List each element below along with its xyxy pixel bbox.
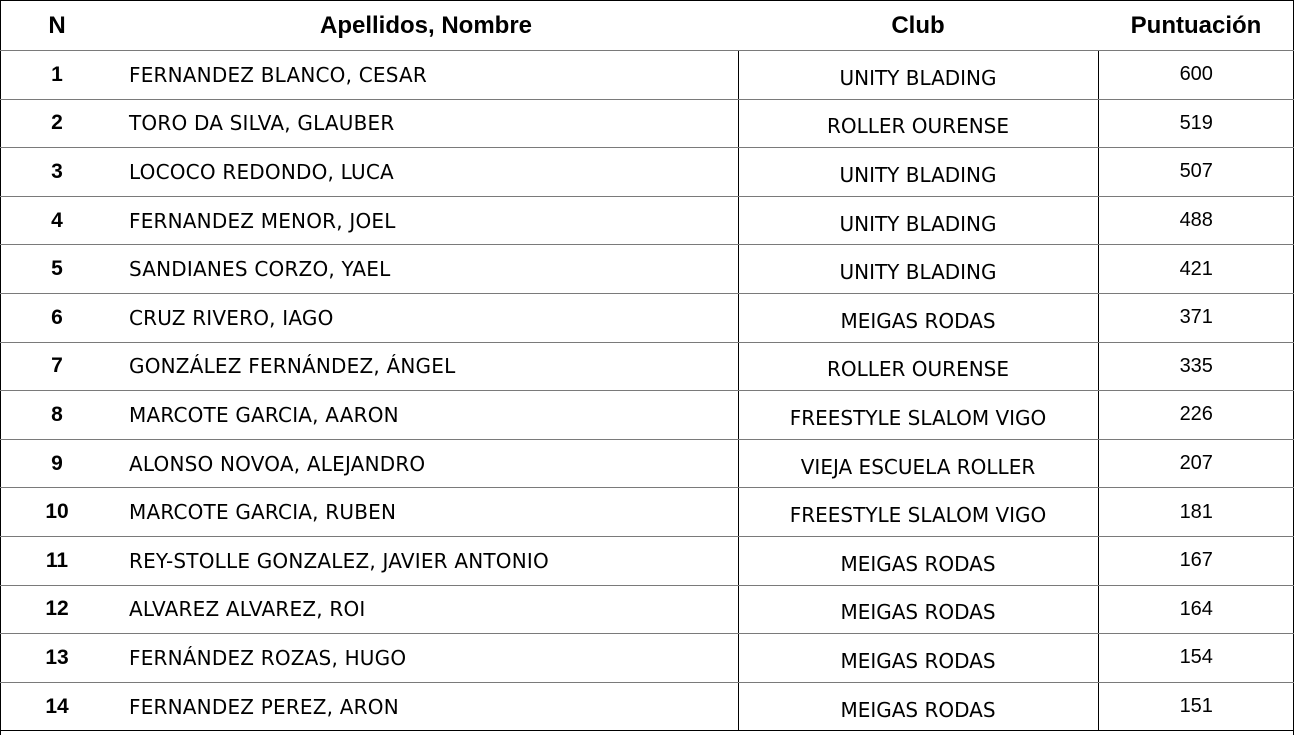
points-cell: 151 bbox=[1098, 682, 1294, 731]
points-cell: 371 bbox=[1098, 293, 1294, 342]
name-cell: FERNANDEZ BLANCO, CESAR bbox=[114, 51, 738, 100]
club-cell: UNITY BLADING bbox=[738, 245, 1098, 294]
column-header-club: Club bbox=[738, 1, 1098, 51]
name-cell: ALONSO NOVOA, ALEJANDRO bbox=[114, 439, 738, 488]
club-cell: VIEJA ESCUELA ROLLER bbox=[738, 439, 1098, 488]
rank-cell: 14 bbox=[0, 682, 114, 731]
name-cell: TORO DA SILVA, GLAUBER bbox=[114, 99, 738, 148]
name-cell: MARCOTE GARCIA, AARON bbox=[114, 391, 738, 440]
rank-cell: 10 bbox=[0, 488, 114, 537]
table-row bbox=[0, 634, 1294, 683]
points-cell: 488 bbox=[1098, 196, 1294, 245]
points-cell: 519 bbox=[1098, 99, 1294, 148]
table-row bbox=[0, 148, 1294, 197]
table-row bbox=[0, 682, 1294, 731]
points-cell: 507 bbox=[1098, 148, 1294, 197]
points-cell: 154 bbox=[1098, 634, 1294, 683]
name-cell: REY-STOLLE GONZALEZ, JAVIER ANTONIO bbox=[114, 536, 738, 585]
club-cell: MEIGAS RODAS bbox=[738, 585, 1098, 634]
table-row bbox=[0, 439, 1294, 488]
rank-cell: 3 bbox=[0, 148, 114, 197]
club-cell: UNITY BLADING bbox=[738, 51, 1098, 100]
name-cell: FERNANDEZ PEREZ, ARON bbox=[114, 682, 738, 731]
points-cell: 335 bbox=[1098, 342, 1294, 391]
table-row bbox=[0, 245, 1294, 294]
table-row bbox=[0, 196, 1294, 245]
club-cell: ROLLER OURENSE bbox=[738, 342, 1098, 391]
name-cell: FERNÁNDEZ ROZAS, HUGO bbox=[114, 634, 738, 683]
column-header-points: Puntuación bbox=[1098, 1, 1294, 51]
name-cell: MARCOTE GARCIA, RUBEN bbox=[114, 488, 738, 537]
rank-cell: 9 bbox=[0, 439, 114, 488]
table-row bbox=[0, 391, 1294, 440]
club-cell: MEIGAS RODAS bbox=[738, 682, 1098, 731]
table-row bbox=[0, 488, 1294, 537]
table-row bbox=[0, 51, 1294, 100]
column-header-n: N bbox=[0, 1, 114, 51]
table-row bbox=[0, 342, 1294, 391]
rank-cell: 11 bbox=[0, 536, 114, 585]
rank-cell: 6 bbox=[0, 293, 114, 342]
rank-cell: 12 bbox=[0, 585, 114, 634]
name-cell: SANDIANES CORZO, YAEL bbox=[114, 245, 738, 294]
points-cell: 600 bbox=[1098, 51, 1294, 100]
rank-cell: 1 bbox=[0, 51, 114, 100]
club-cell: FREESTYLE SLALOM VIGO bbox=[738, 391, 1098, 440]
points-cell: 421 bbox=[1098, 245, 1294, 294]
points-cell: 226 bbox=[1098, 391, 1294, 440]
points-cell: 167 bbox=[1098, 536, 1294, 585]
rank-cell: 4 bbox=[0, 196, 114, 245]
column-header-name: Apellidos, Nombre bbox=[114, 1, 738, 51]
rank-cell: 5 bbox=[0, 245, 114, 294]
table-row bbox=[0, 585, 1294, 634]
club-cell: UNITY BLADING bbox=[738, 196, 1098, 245]
name-cell: LOCOCO REDONDO, LUCA bbox=[114, 148, 738, 197]
name-cell: ALVAREZ ALVAREZ, ROI bbox=[114, 585, 738, 634]
rank-cell: 8 bbox=[0, 391, 114, 440]
club-cell: FREESTYLE SLALOM VIGO bbox=[738, 488, 1098, 537]
points-cell: 181 bbox=[1098, 488, 1294, 537]
name-cell: GONZÁLEZ FERNÁNDEZ, ÁNGEL bbox=[114, 342, 738, 391]
name-cell: FERNANDEZ MENOR, JOEL bbox=[114, 196, 738, 245]
points-cell: 207 bbox=[1098, 439, 1294, 488]
table-row bbox=[0, 99, 1294, 148]
club-cell: MEIGAS RODAS bbox=[738, 634, 1098, 683]
rank-cell: 13 bbox=[0, 634, 114, 683]
club-cell: ROLLER OURENSE bbox=[738, 99, 1098, 148]
rank-cell: 2 bbox=[0, 99, 114, 148]
club-cell: UNITY BLADING bbox=[738, 148, 1098, 197]
club-cell: MEIGAS RODAS bbox=[738, 293, 1098, 342]
club-cell: MEIGAS RODAS bbox=[738, 536, 1098, 585]
points-cell: 164 bbox=[1098, 585, 1294, 634]
table-row bbox=[0, 536, 1294, 585]
rank-cell: 7 bbox=[0, 342, 114, 391]
table-row bbox=[0, 293, 1294, 342]
header-row bbox=[0, 1, 1294, 51]
name-cell: CRUZ RIVERO, IAGO bbox=[114, 293, 738, 342]
